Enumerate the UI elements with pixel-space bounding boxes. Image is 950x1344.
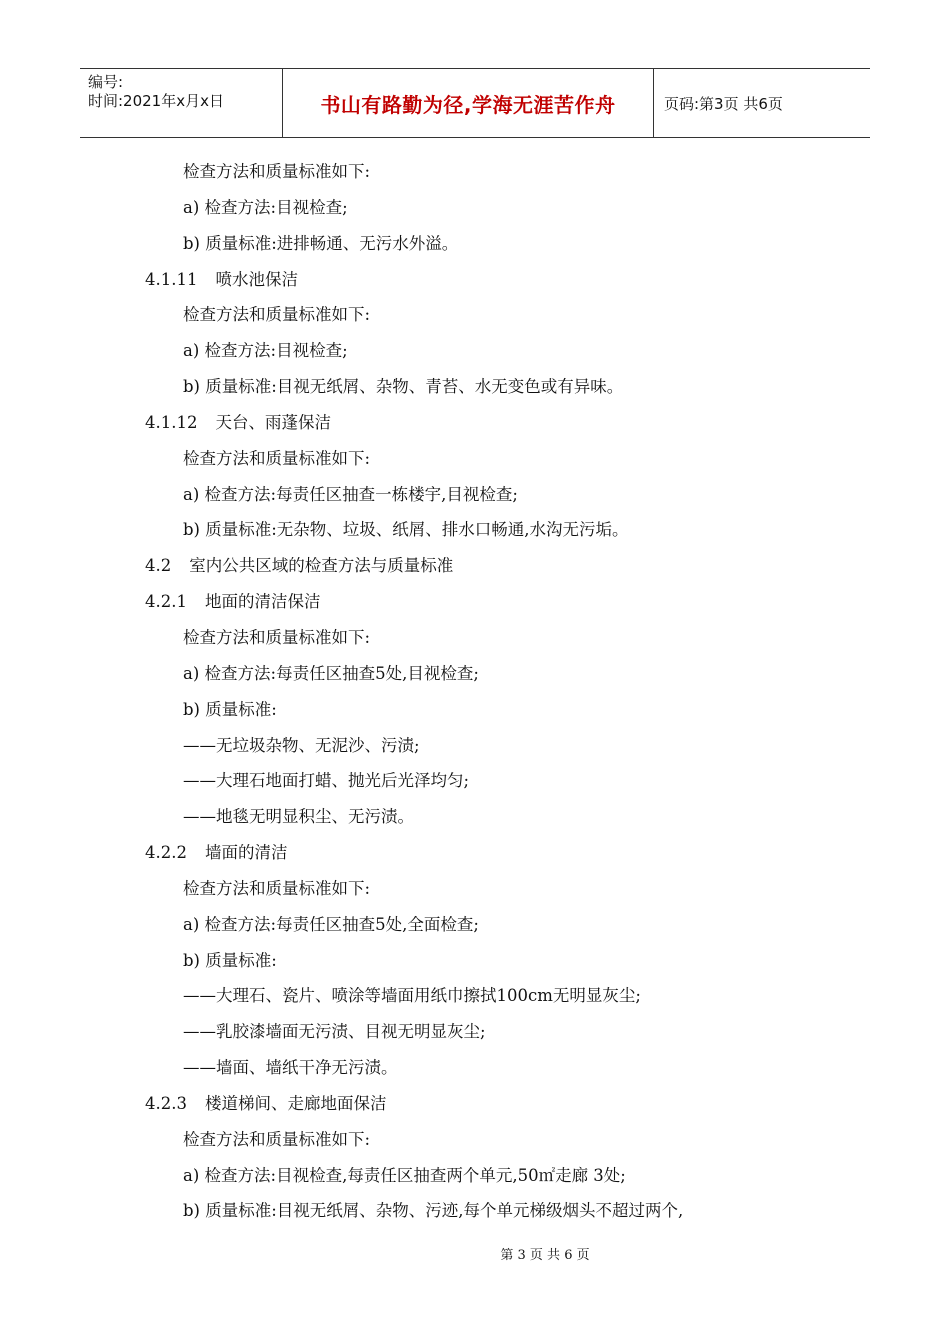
section-heading: [0, 262, 950, 298]
page-footer: 第 3 页 共 6 页: [500, 1248, 590, 1263]
paragraph-line: 检查方法和质量标准如下:: [183, 162, 371, 181]
section-heading: [0, 405, 950, 441]
section-title: 地面的清洁保洁: [204, 592, 321, 612]
paragraph-line: b) 质量标准:无杂物、垃圾、纸屑、排水口畅通,水沟无污垢。: [183, 520, 629, 540]
header-meta: [80, 69, 282, 137]
document-time-label: 时间:2021年x月x日: [88, 92, 224, 110]
paragraph-line: a) 检查方法:每责任区抽查5处,全面检查;: [183, 914, 479, 934]
header-page-info: 页码:第3页 共6页: [664, 94, 783, 113]
document-body: [0, 154, 950, 1229]
paragraph-line: a) 检查方法:每责任区抽查5处,目视检查;: [183, 663, 479, 683]
paragraph-line: 检查方法和质量标准如下:: [183, 627, 371, 647]
document-number-label: 编号:: [88, 73, 124, 91]
page-header: [80, 68, 870, 138]
section-number: 4.2: [145, 556, 172, 576]
paragraph-line: ——墙面、墙纸干净无污渍。: [183, 1058, 398, 1078]
paragraph-line: a) 检查方法:每责任区抽查一栋楼宇,目视检查;: [183, 484, 518, 504]
header-motto: 书山有路勤为径,学海无涯苦作舟: [282, 69, 654, 137]
paragraph-line: ——大理石地面打蜡、抛光后光泽均匀;: [183, 771, 470, 791]
section-title: 天台、雨蓬保洁: [215, 412, 331, 432]
paragraph-line: 检查方法和质量标准如下:: [183, 878, 371, 898]
paragraph-line: b) 质量标准:: [183, 699, 277, 719]
section-number: 4.1.11: [145, 269, 198, 289]
paragraph-line: a) 检查方法:目视检查,每责任区抽查两个单元,50㎡走廊 3处;: [183, 1165, 626, 1185]
paragraph-line: b) 质量标准:目视无纸屑、杂物、青苔、水无变色或有异味。: [183, 377, 624, 397]
section-number: 4.2.1: [145, 592, 187, 612]
paragraph-line: 检查方法和质量标准如下:: [183, 448, 371, 468]
section-number: 4.1.12: [145, 412, 198, 432]
section-title: 室内公共区域的检查方法与质量标准: [189, 556, 454, 576]
section-title: 喷水池保洁: [215, 269, 298, 289]
paragraph-line: b) 质量标准:进排畅通、无污水外溢。: [183, 233, 459, 253]
section-title: 墙面的清洁: [204, 843, 288, 863]
paragraph-line: ——大理石、瓷片、喷涂等墙面用纸巾擦拭100cm无明显灰尘;: [183, 986, 641, 1006]
paragraph-line: ——地毯无明显积尘、无污渍。: [183, 807, 414, 827]
section-heading: [0, 1086, 950, 1122]
section-number: 4.2.2: [145, 843, 187, 863]
paragraph-line: b) 质量标准:: [183, 950, 277, 970]
paragraph-line: ——无垃圾杂物、无泥沙、污渍;: [183, 735, 420, 755]
section-title: 楼道梯间、走廊地面保洁: [204, 1093, 387, 1113]
paragraph-line: 检查方法和质量标准如下:: [183, 305, 371, 325]
paragraph-line: a) 检查方法:目视检查;: [183, 341, 348, 361]
paragraph-line: b) 质量标准:目视无纸屑、杂物、污迹,每个单元梯级烟头不超过两个,: [183, 1201, 684, 1221]
paragraph-line: 检查方法和质量标准如下:: [183, 1129, 371, 1149]
paragraph-line: ——乳胶漆墙面无污渍、目视无明显灰尘;: [183, 1022, 486, 1042]
section-number: 4.2.3: [145, 1093, 187, 1113]
paragraph-line: a) 检查方法:目视检查;: [183, 197, 348, 217]
section-heading: [0, 584, 950, 620]
section-heading: [0, 835, 950, 871]
section-heading: [0, 548, 950, 584]
